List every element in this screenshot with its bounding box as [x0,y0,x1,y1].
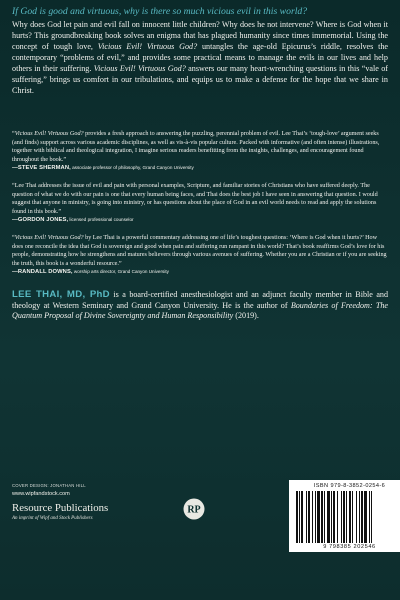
bio-text-1: is a board-certified anesthesiologist and an adjunct faculty member in Bible and theology at Western Seminary and Grand Canyon University. He is the author of [12,289,388,310]
endorser-name: —GORDON JONES, [12,217,69,224]
intro-text-3: answers our many heart-wrenching questions in this “vale of suffering,” brings us comfort in our tribulations, and equips us to make a defense for the hope that we share in Christ. [12,64,389,95]
endorsement-quote [12,130,388,164]
endorsement-downs [12,234,388,277]
endorser-role: licensed professional counselor [68,217,134,223]
barcode-bar [371,491,372,543]
intro-text-1: Why does God let pain and evil fall on innocent little children? Why does he not intervene? Where is God when it hurts? This groundbreaking book solves an enigma that has plagued humanity since times immemorial. Using the concept of tough love, [12,20,388,51]
endorsement-quote [12,234,388,268]
endorsement-attribution [12,268,388,277]
intro-book-title-1: Vicious Evil! Virtuous God? [97,42,198,51]
barcode-icon [293,491,400,543]
barcode-bar [296,491,298,543]
endorsement-attribution [12,216,388,225]
endorser-role: associate professor of philosophy, Grand Canyon University [70,165,194,171]
barcode-bar [343,491,345,543]
intro-paragraph [12,19,388,96]
barcode-bar [369,491,370,543]
endorsement-text: provides a fresh approach to answering the puzzling, perennial problem of evil. Lee Thai’s ‘tough-love’ argument seeks (and finds) support across various academic disciplines, as well as vis-à-vis popular culture. Packed with informative (and often intense) illustrations, together with biblical and theological integration, I imagine serious readers benefitting from the insights, challenges, and encouragement found throughout the book.” [12,131,380,163]
isbn-label: ISBN 979-8-3852-0254-6 [313,483,386,489]
quote-mark: “ [12,131,15,137]
endorsement-book-title: Vicious Evil! Virtuous God? [14,234,84,241]
lead-question: If God is good and virtuous, why is there so much vicious evil in this world? [12,6,308,17]
barcode-bar [301,491,303,543]
bio-text-2: (2019). [233,311,259,321]
intro-text-2: untangles the age-old Epicurus’s riddle, resolves the contemporary “problems of evil,” and provides some practical means to manage the evils in our lives and help others in their suffering. [12,42,389,73]
endorsement-text: “Lee Thai addresses the issue of evil and pain with personal examples, Scripture, and familiar stories of Christians who have suffered deeply. The question of what we do with our pain is one that every human being faces, and Thai does the best job I have seen in answering that question. I would suggest that anyone in ministry, is going into ministry, or has questions about the place of God in an evil world needs to read and apply the solutions found in this book.” [12,182,378,215]
endorsement-jones [12,182,388,225]
endorsement-text: by Lee Thai is a powerful commentary addressing one of life’s toughest questions: ‘Where is God when it hurts?’ How does one reconcile the idea that God is sovereign and good when pain and suffering run rampant in this world? That’s book reaffirms God’s love for his people, demonstrating how he strengthens and matures believers through various avenues of suffering. Whether you are a Christian or if you are seeking the truth, this book is a wonderful resource.” [12,234,387,267]
barcode-panel [289,480,400,552]
barcode-digits: 9 798385 202546 [323,544,376,550]
barcode-bar [337,491,338,543]
publisher-logo-text: RP [187,504,201,516]
endorser-name: —RANDALL DOWNS, [12,269,73,276]
barcode-bar [352,491,353,543]
footer-area [12,480,388,595]
author-bio [12,290,388,322]
barcode-bar [308,491,310,543]
barcode-bar [361,491,363,543]
publisher-logo-icon [183,498,205,520]
barcode-bar [315,491,316,543]
barcode-bar [346,491,347,543]
intro-book-title-2: Vicious Evil! Virtuous God? [93,64,186,73]
endorsement-sherman [12,130,388,173]
barcode-bar [312,491,313,543]
endorsement-attribution [12,164,388,173]
barcode-bar [306,491,307,543]
publisher-name: Resource Publications [12,502,109,514]
barcode-bar [356,491,357,543]
barcode-bar [364,491,367,543]
barcode-bar [341,491,342,543]
barcode-bar [333,491,335,543]
barcode-bar [327,491,330,543]
publisher-website: www.wipfandstock.com [12,491,70,497]
publisher-imprint: An imprint of Wipf and Stock Publishers [12,516,93,521]
bio-book-title: Boundaries of Freedom: The Quantum Proposal of Divine Sovereignty and Human Responsibility [12,300,388,321]
endorsement-book-title: Vicious Evil! Virtuous God? [14,131,84,137]
quote-mark: “ [12,234,15,241]
barcode-bar [324,491,325,543]
barcode-bar [299,491,300,543]
barcode-bar [331,491,332,543]
endorser-role: worship arts director, Grand Canyon University [72,269,169,275]
endorsements [12,130,388,277]
author-name: LEE THAI, MD, PhD [12,288,110,300]
barcode-bar [349,491,351,543]
endorser-name: —STEVE SHERMAN, [12,165,71,172]
barcode-bar [317,491,320,543]
barcode-bar [321,491,323,543]
cover-design-credit: COVER DESIGN: JONATHAN HILL [12,483,86,488]
endorsement-quote [12,182,388,216]
barcode-bar [359,491,360,543]
